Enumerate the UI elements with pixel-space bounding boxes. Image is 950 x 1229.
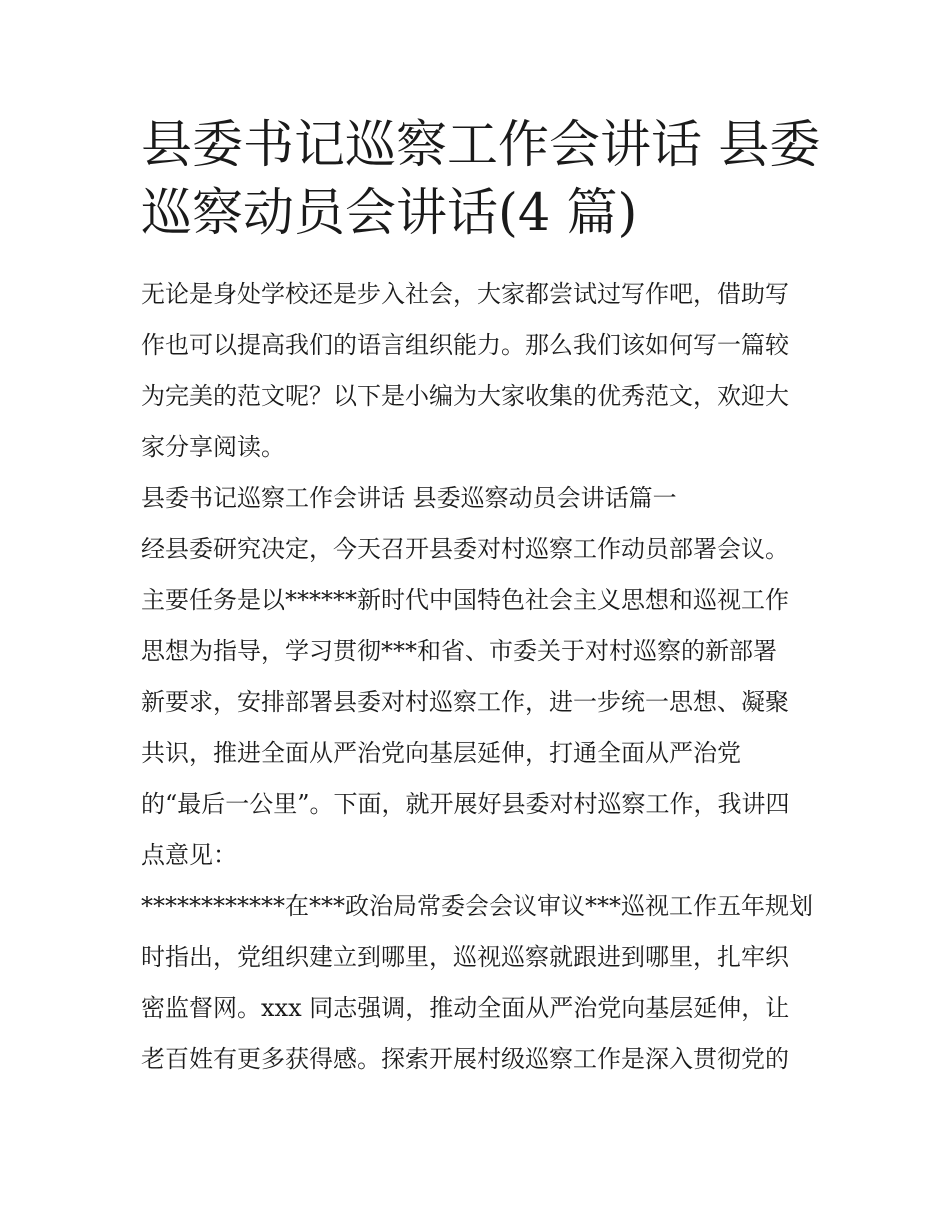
section-heading: 县委书记巡察工作会讲话 县委巡察动员会讲话篇一 — [141, 484, 677, 512]
text-line: 无论是身处学校还是步入社会，大家都尝试过写作吧，借助写 — [141, 280, 789, 308]
body-paragraph-2 — [141, 881, 813, 1085]
text-line: 时指出，党组织建立到哪里，巡视巡察就跟进到哪里，扎牢织 — [141, 943, 789, 971]
text-line: 主要任务是以******新时代中国特色社会主义思想和巡视工作 — [141, 586, 789, 614]
text-line: 为完美的范文呢？以下是小编为大家收集的优秀范文，欢迎大 — [141, 382, 789, 410]
document-content — [141, 112, 821, 1085]
text-line: 老百姓有更多获得感。探索开展村级巡察工作是深入贯彻党的 — [141, 1045, 789, 1073]
text-line: 作也可以提高我们的语言组织能力。那么我们该如何写一篇较 — [141, 331, 789, 359]
text-line: 点意见： — [141, 841, 237, 869]
text-line: 思想为指导，学习贯彻***和省、市委关于对村巡察的新部署 — [141, 637, 777, 665]
body-paragraph-1 — [141, 524, 813, 881]
title-line: 巡察动员会讲话(4 篇) — [141, 184, 638, 243]
text-line: 的“最后一公里”。下面，就开展好县委对村巡察工作，我讲四 — [141, 790, 790, 818]
text-line: 家分享阅读。 — [141, 433, 285, 461]
text-line: ************在***政治局常委会会议审议***巡视工作五年规划 — [141, 892, 813, 920]
text-line: 密监督网。xxx 同志强调，推动全面从严治党向基层延伸，让 — [141, 994, 790, 1022]
document-title — [141, 112, 821, 248]
title-line: 县委书记巡察工作会讲话 县委 — [141, 116, 821, 175]
text-line: 共识，推进全面从严治党向基层延伸，打通全面从严治党 — [141, 739, 741, 767]
intro-paragraph — [141, 269, 813, 473]
text-line: 新要求，安排部署县委对村巡察工作，进一步统一思想、凝聚 — [141, 688, 789, 716]
text-line: 经县委研究决定，今天召开县委对村巡察工作动员部署会议。 — [141, 535, 789, 563]
